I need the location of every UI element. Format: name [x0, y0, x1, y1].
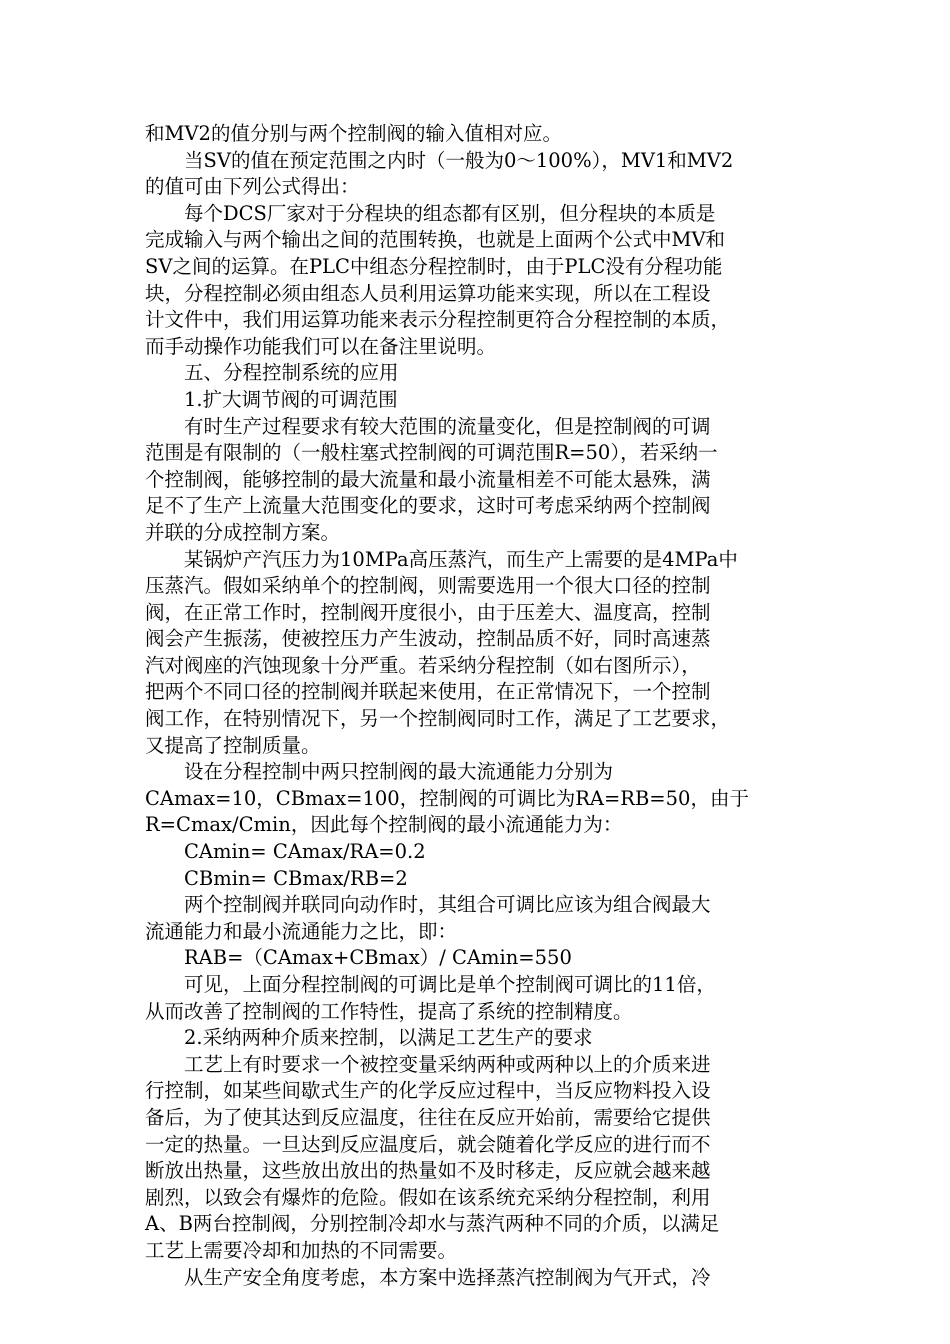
text-line: 某锅炉产汽压力为10MPa高压蒸汽，而生产上需要的是4MPa中: [184, 547, 738, 571]
text-line: 把两个不同口径的控制阀并联起来使用，在正常情况下，一个控制: [145, 680, 711, 704]
text-line: SV之间的运算。在PLC中组态分程控制时，由于PLC没有分程功能: [145, 254, 723, 278]
text-line: 从生产安全角度考虑，本方案中选择蒸汽控制阀为气开式，冷: [184, 1265, 711, 1289]
text-line: 可见，上面分程控制阀的可调比是单个控制阀可调比的11倍，: [184, 973, 716, 996]
text-line: 当SV的值在预定范围之内时（一般为0～100%），MV1和MV2: [184, 148, 734, 172]
text-line: 压蒸汽。假如采纳单个的控制阀，则需要选用一个很大口径的控制: [145, 574, 711, 598]
text-line: 的值可由下列公式得出：: [145, 175, 360, 199]
text-line: 备后，为了使其达到反应温度，往往在反应开始前，需要给它提供: [145, 1105, 711, 1129]
text-line: 两个控制阀并联同向动作时，其组合可调比应该为组合阀最大: [184, 893, 711, 917]
paragraph: [145, 866, 805, 893]
text-line: 剧烈，以致会有爆炸的危险。假如在该系统充采纳分程控制，利用: [145, 1185, 711, 1209]
text-line: 阀会产生振荡，使被控压力产生波动，控制品质不好，同时高速蒸: [145, 627, 711, 651]
text-line: R=Cmax/Cmin，因此每个控制阀的最小流通能力为：: [145, 813, 623, 837]
text-line: 完成输入与两个输出之间的范围转换，也就是上面两个公式中MV和: [145, 228, 726, 252]
paragraph: [145, 892, 805, 945]
paragraph: [145, 1265, 805, 1292]
paragraph: [145, 201, 805, 361]
text-line: 并联的分成控制方案。: [145, 520, 341, 544]
text-line: 又提高了控制质量。: [145, 733, 321, 757]
paragraph: [145, 547, 805, 760]
text-line: 个控制阀，能够控制的最大流量和最小流量相差不可能太悬殊，满: [145, 467, 711, 491]
text-line: 断放出热量，这些放出放出的热量如不及时移走，反应就会越来越: [145, 1159, 711, 1183]
paragraph: [145, 1052, 805, 1265]
paragraph: [145, 360, 805, 387]
text-line: 行控制，如某些间歇式生产的化学反应过程中，当反应物料投入设: [145, 1079, 711, 1103]
text-line: 一定的热量。一旦达到反应温度后，就会随着化学反应的进行而不: [145, 1132, 711, 1156]
text-line: 1.扩大调节阀的可调范围: [184, 387, 398, 411]
text-line: 有时生产过程要求有较大范围的流量变化，但是控制阀的可调: [184, 414, 711, 438]
paragraph: [145, 121, 805, 148]
text-line: CBmin= CBmax/RB=2: [184, 866, 408, 890]
text-line: CAmax=10，CBmax=100，控制阀的可调比为RA=RB=50，由于: [145, 786, 749, 810]
text-line: 汽对阀座的汽蚀现象十分严重。若采纳分程控制（如右图所示），: [145, 653, 701, 677]
text-line: 阀工作，在特别情况下，另一个控制阀同时工作，满足了工艺要求，: [145, 707, 731, 731]
text-line: 工艺上需要冷却和加热的不同需要。: [145, 1238, 458, 1262]
text-line: 设在分程控制中两只控制阀的最大流通能力分别为: [184, 760, 614, 784]
document-page: [145, 121, 805, 1291]
text-line: 足不了生产上流量大范围变化的要求，这时可考虑采纳两个控制阀: [145, 494, 711, 518]
text-line: 从而改善了控制阀的工作特性，提高了系统的控制精度。: [145, 999, 633, 1023]
paragraph: [145, 759, 805, 839]
text-line: 工艺上有时要求一个被控变量采纳两种或两种以上的介质来进: [184, 1052, 711, 1076]
text-line: 和MV2的值分别与两个控制阀的输入值相对应。: [145, 122, 562, 145]
text-line: 块，分程控制必须由组态人员利用运算功能来实现，所以在工程设: [145, 281, 711, 305]
text-line: RAB=（CAmax+CBmax）/ CAmin=550: [184, 946, 572, 970]
paragraph: [145, 387, 805, 414]
paragraph: [145, 148, 805, 201]
paragraph: [145, 414, 805, 547]
text-line: 范围是有限制的（一般柱塞式控制阀的可调范围R=50），若采纳一: [145, 441, 718, 465]
text-line: 五、分程控制系统的应用: [184, 361, 399, 385]
text-line: 计文件中，我们用运算功能来表示分程控制更符合分程控制的本质，: [145, 308, 731, 332]
paragraph: [145, 1025, 805, 1052]
paragraph: [145, 972, 805, 1025]
text-line: 流通能力和最小流通能力之比，即：: [145, 919, 458, 943]
text-line: 2.采纳两种介质来控制，以满足工艺生产的要求: [184, 1026, 593, 1050]
text-line: 而手动操作功能我们可以在备注里说明。: [145, 334, 497, 358]
text-line: 阀，在正常工作时，控制阀开度很小，由于压差大、温度高，控制: [145, 600, 711, 624]
text-line: A、B两台控制阀，分别控制冷却水与蒸汽两种不同的介质，以满足: [145, 1212, 720, 1236]
paragraph: [145, 839, 805, 866]
paragraph: [145, 945, 805, 972]
text-line: CAmin= CAmax/RA=0.2: [184, 840, 426, 864]
text-line: 每个DCS厂家对于分程块的组态都有区别，但分程块的本质是: [184, 201, 716, 225]
